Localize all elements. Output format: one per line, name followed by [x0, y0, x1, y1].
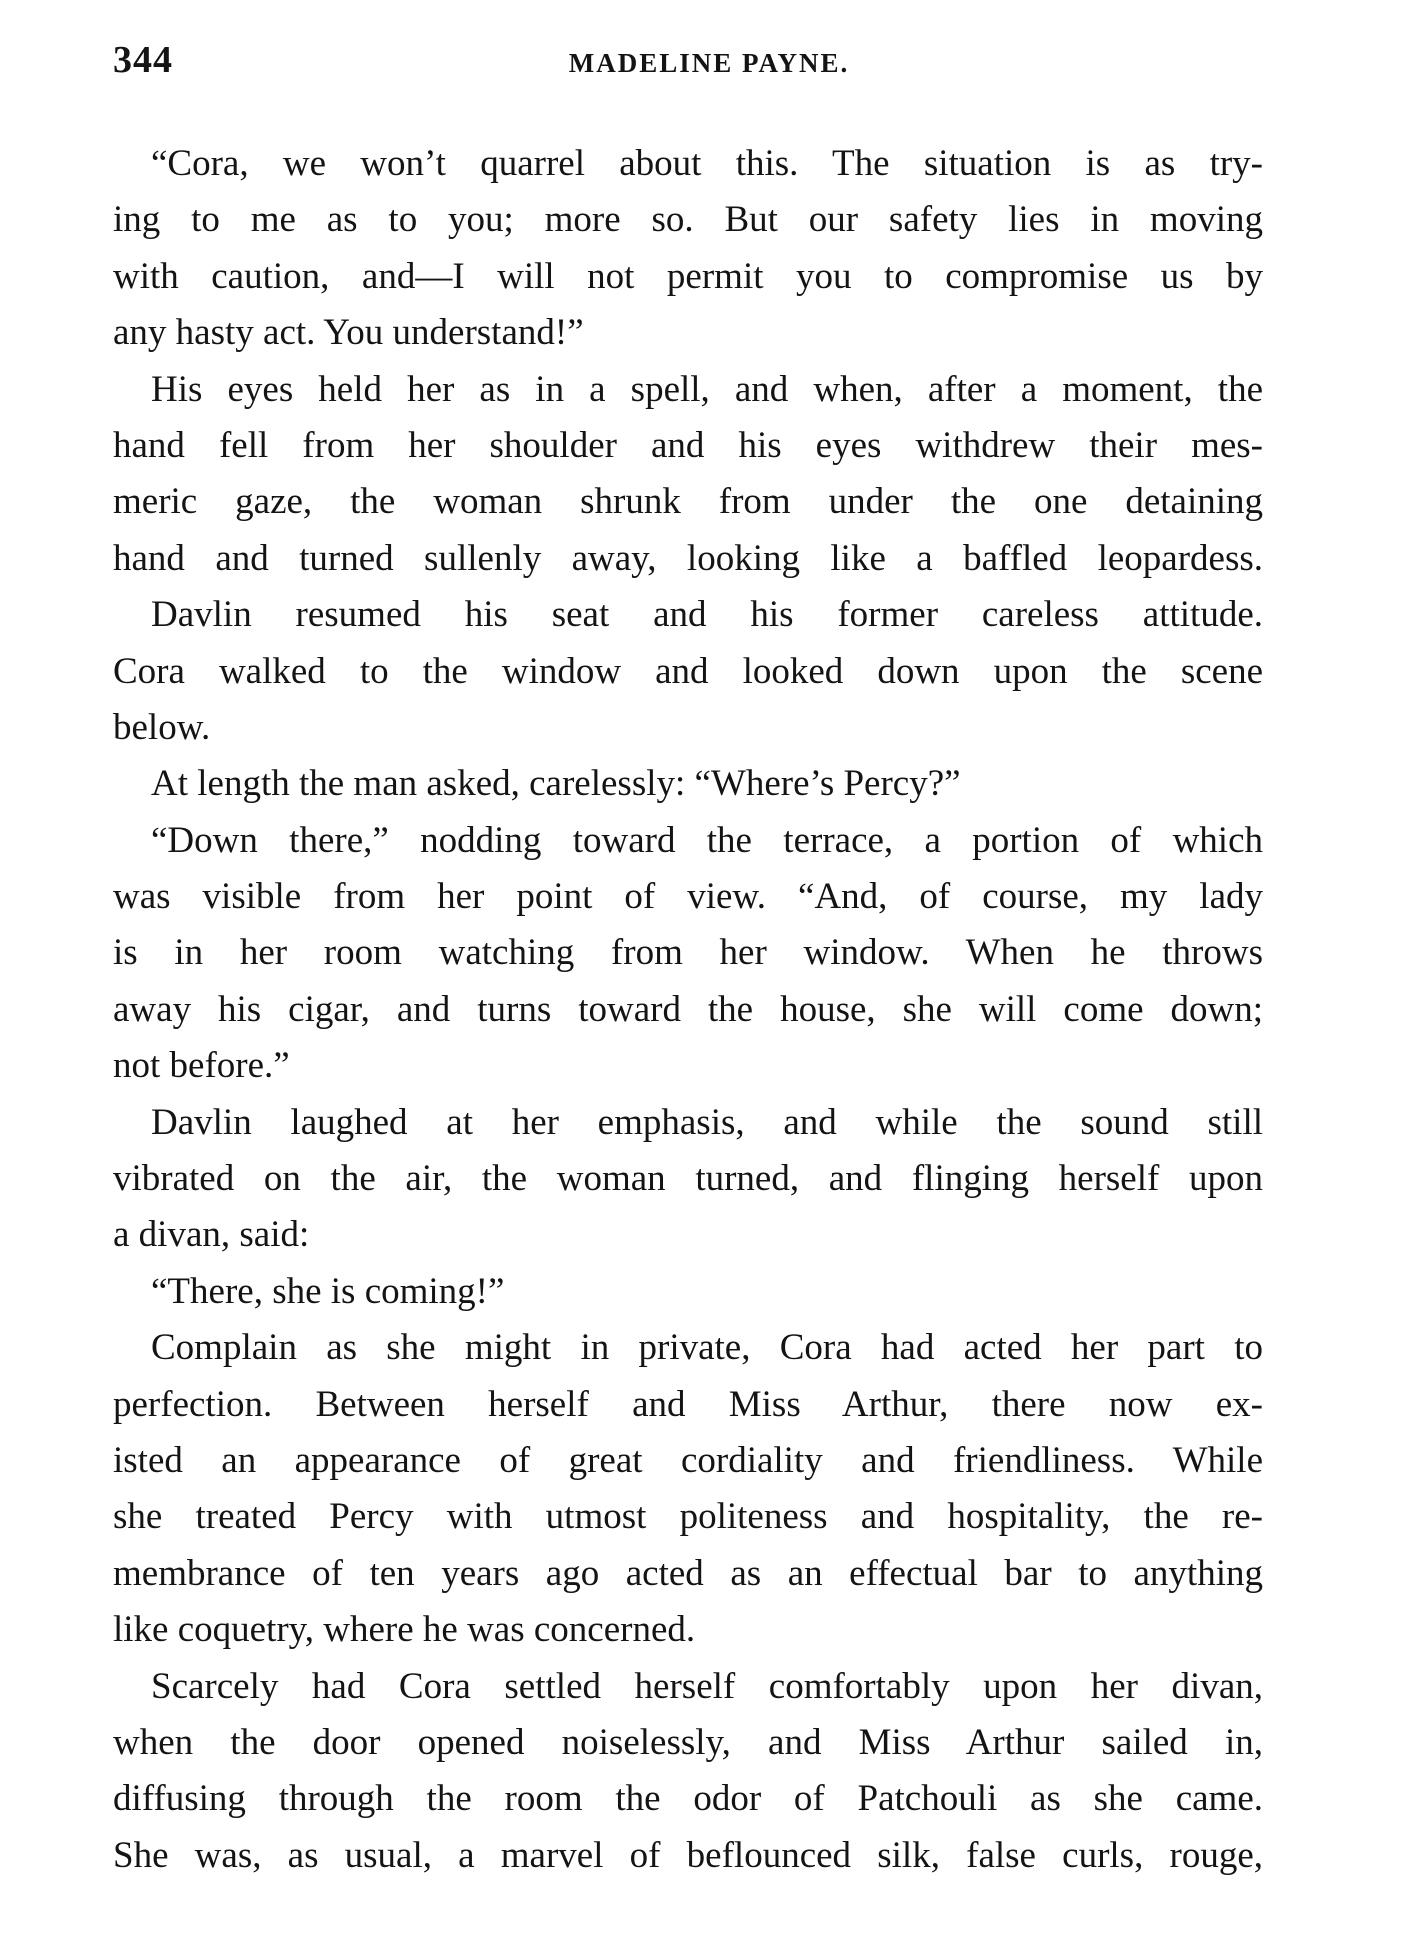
- text-line: Davlin resumed his seat and his former careless attitude.: [151, 594, 1263, 636]
- text-line: when the door opened noiselessly, and Miss Arthur sailed in,: [113, 1721, 1263, 1763]
- text-line: not before.”: [113, 1045, 290, 1087]
- text-line: away his cigar, and turns toward the house, she will come down;: [113, 988, 1263, 1030]
- text-line: a divan, said:: [113, 1214, 310, 1256]
- text-line: membrance of ten years ago acted as an effectual bar to anything: [113, 1552, 1263, 1594]
- text-line: perfection. Between herself and Miss Arthur, there now ex-: [113, 1383, 1263, 1425]
- text-line: hand fell from her shoulder and his eyes withdrew their mes-: [113, 424, 1263, 466]
- text-line: Complain as she might in private, Cora had acted her part to: [151, 1327, 1263, 1369]
- text-line: is in her room watching from her window. When he throws: [113, 932, 1263, 974]
- text-line: any hasty act. You understand!”: [113, 312, 584, 354]
- text-line: she treated Percy with utmost politeness and hospitality, the re-: [113, 1496, 1263, 1538]
- text-line: “There, she is coming!”: [151, 1270, 505, 1312]
- text-line: vibrated on the air, the woman turned, and flinging herself upon: [113, 1158, 1263, 1200]
- text-line: with caution, and—I will not permit you to compromise us by: [113, 255, 1263, 297]
- text-line: was visible from her point of view. “And, of course, my lady: [113, 876, 1263, 918]
- text-line: His eyes held her as in a spell, and when, after a moment, the: [151, 368, 1263, 410]
- text-line: below.: [113, 706, 211, 748]
- text-line: She was, as usual, a marvel of beflounced silk, false curls, rouge,: [113, 1834, 1263, 1876]
- text-line: isted an appearance of great cordiality and friendliness. While: [113, 1439, 1263, 1481]
- text-line: Davlin laughed at her emphasis, and while the sound still: [151, 1101, 1263, 1143]
- text-line: “Cora, we won’t quarrel about this. The situation is as try-: [151, 143, 1263, 184]
- text-line: “Down there,” nodding toward the terrace, a portion of which: [151, 819, 1263, 861]
- text-line: like coquetry, where he was concerned.: [113, 1609, 696, 1651]
- page-number: 344: [113, 39, 173, 81]
- text-line: At length the man asked, carelessly: “Where’s Percy?”: [151, 763, 961, 805]
- text-line: hand and turned sullenly away, looking like a baffled leopardess.: [113, 537, 1263, 579]
- text-line: Scarcely had Cora settled herself comfortably upon her divan,: [151, 1665, 1263, 1707]
- running-title: MADELINE PAYNE.: [568, 48, 850, 78]
- text-line: diffusing through the room the odor of Patchouli as she came.: [113, 1778, 1263, 1820]
- body-text: [113, 136, 1263, 1884]
- text-line: Cora walked to the window and looked down upon the scene: [113, 650, 1263, 692]
- text-line: meric gaze, the woman shrunk from under the one detaining: [113, 481, 1263, 523]
- text-line: ing to me as to you; more so. But our safety lies in moving: [113, 199, 1263, 241]
